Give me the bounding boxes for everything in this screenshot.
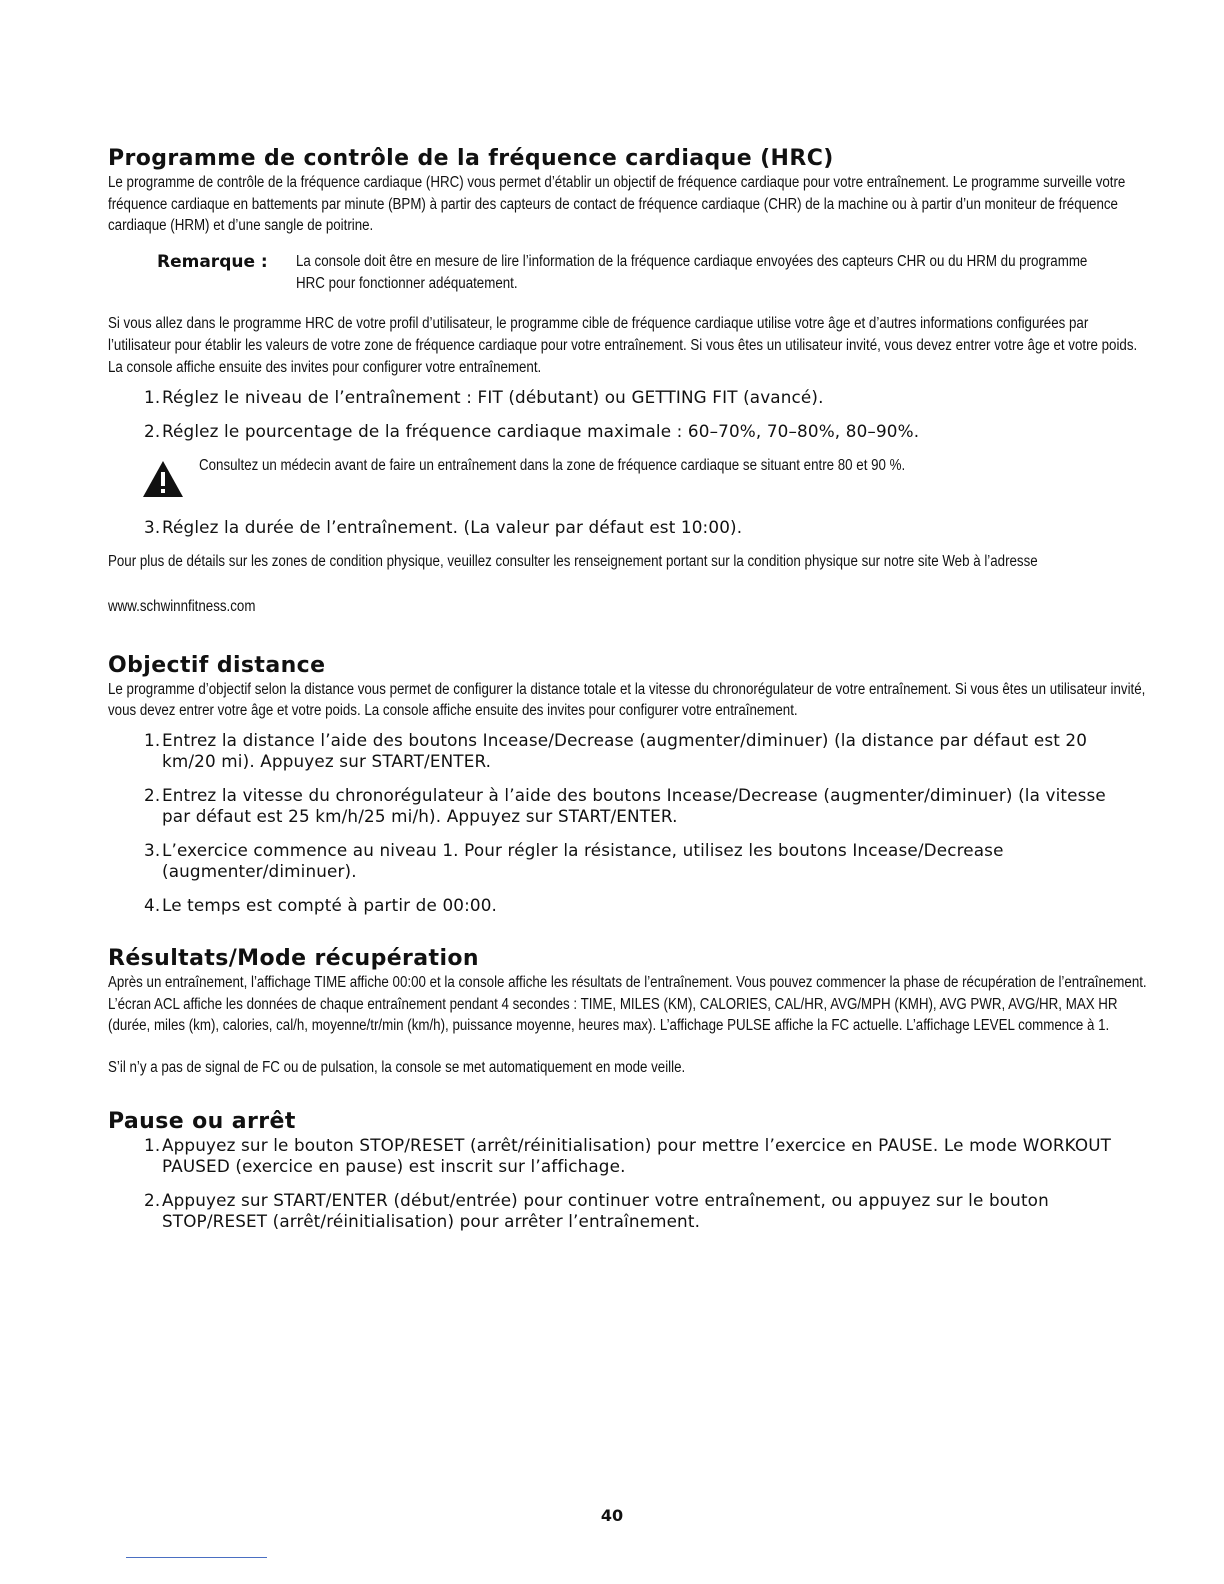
standby-text: S’il n’y a pas de signal de FC ou de pulsation, la console se met automatiquement en mode veille. (108, 1059, 686, 1077)
section-results (108, 946, 1148, 1079)
list-item: 1. Appuyez sur le bouton STOP/RESET (arrêt/réinitialisation) pour mettre l’exercice en PAUSE. Le mode WORKOUT PAUSED (exercice en pause) est inscrit sur l’affichage. (144, 1134, 1112, 1176)
section-title-distance: Objectif distance (108, 652, 326, 678)
section-title-results: Résultats/Mode récupération (108, 946, 479, 972)
results-text: Après un entraînement, l’affichage TIME affiche 00:00 et la console affiche les résultats de l’entraînement. Vous pouvez commencer la phase de récupération de l’entraînement. L’écran ACL affiche les données de chaque entraînement pendant 4 secondes : TIME, MILES (KM), CALORIES, CAL/HR, AVG/MPH (KMH), AVG PWR, AVG/HR, MAX HR (durée, miles (km), calories, cal/h, moyenne/tr/min (km/h), puissance moyenne, heures max). L’affichage PULSE affiche la FC actuelle. L’affichage LEVEL commence à 1. (108, 974, 1147, 1035)
distance-intro: Le programme d’objectif selon la distance vous permet de configurer la distance totale et la vitesse du chronorégulateur de votre entraînement. Si vous êtes un utilisateur invité, vous devez entrer votre âge et votre poids. La console affiche ensuite des invites pour configurer votre entraînement. (108, 680, 1146, 720)
website-link[interactable]: www.schwinnfitness.com (108, 597, 256, 615)
section-title-hrc: Programme de contrôle de la fréquence cardiaque (HRC) (108, 146, 834, 171)
section-title-pause: Pause ou arrêt (108, 1108, 296, 1134)
pause-steps (108, 1135, 1148, 1232)
warning-triangle-icon (142, 460, 184, 498)
note-label: Remarque : (157, 252, 268, 273)
hrc-intro: Le programme de contrôle de la fréquence cardiaque (HRC) vous permet d’établir un objectif de fréquence cardiaque pour votre entraînement. Le programme surveille votre fréquence cardiaque en battements par minute (BPM) à partir des capteurs de contact de fréquence cardiaque (CHR) de la machine ou à partir d’un moniteur de fréquence cardiaque (HRM) et d’une sangle de poitrine. (108, 174, 1126, 235)
hrc-steps-continued (108, 517, 1148, 538)
section-hrc (108, 146, 1148, 618)
note-box (108, 251, 1148, 297)
list-item: 1. Réglez le niveau de l’entraînement : FIT (débutant) ou GETTING FIT (avancé). (144, 387, 824, 408)
hrc-steps (108, 387, 1148, 442)
list-item: 3. Réglez la durée de l’entraînement. (La valeur par défaut est 10:00). (144, 517, 743, 538)
distance-steps (108, 730, 1148, 916)
footer-rule (126, 1557, 267, 1558)
list-item: 2. Appuyez sur START/ENTER (début/entrée) pour continuer votre entraînement, ou appuyez sur le bouton STOP/RESET (arrêt/réinitialisation) pour arrêter l’entraînement. (144, 1189, 1049, 1231)
more-info-text: Pour plus de détails sur les zones de condition physique, veuillez consulter les renseignement portant sur la condition physique sur notre site Web à l’adresse (108, 553, 1038, 571)
list-item: 2. Entrez la vitesse du chronorégulateur à l’aide des boutons Incease/Decrease (augmenter/diminuer) (la vitesse par défaut est 25 km/h/25 mi/h). Appuyez sur START/ENTER. (144, 785, 1106, 827)
page-number: 40 (600, 1506, 624, 1525)
warning-text: Consultez un médecin avant de faire un entraînement dans la zone de fréquence cardiaque se situant entre 80 et 90 %. (199, 457, 906, 475)
list-item: 4. Le temps est compté à partir de 00:00. (144, 895, 498, 916)
section-distance (108, 653, 1148, 916)
document-page (108, 146, 1148, 1245)
hrc-profile-text: Si vous allez dans le programme HRC de votre profil d’utilisateur, le programme cible de fréquence cardiaque utilise votre âge et d’autres informations configurées par l’utilisateur pour établir les valeurs de votre zone de fréquence cardiaque pour votre entraînement. Si vous êtes un utilisateur invité, vous devez entrer votre âge et votre poids. La console affiche ensuite des invites pour configurer votre entraînement. (108, 315, 1138, 376)
warning-box (108, 455, 1148, 505)
list-item: 3. L’exercice commence au niveau 1. Pour régler la résistance, utilisez les boutons Incease/Decrease (augmenter/diminuer). (144, 840, 1004, 882)
list-item: 1. Entrez la distance l’aide des boutons Incease/Decrease (augmenter/diminuer) (la distance par défaut est 20 km/20 mi). Appuyez sur START/ENTER. (144, 730, 1088, 772)
list-item: 2. Réglez le pourcentage de la fréquence cardiaque maximale : 60–70%, 70–80%, 80–90%. (144, 421, 920, 442)
note-text: La console doit être en mesure de lire l’information de la fréquence cardiaque envoyées des capteurs CHR ou du HRM du programme HRC pour fonctionner adéquatement. (296, 253, 1088, 292)
section-pause (108, 1109, 1148, 1232)
